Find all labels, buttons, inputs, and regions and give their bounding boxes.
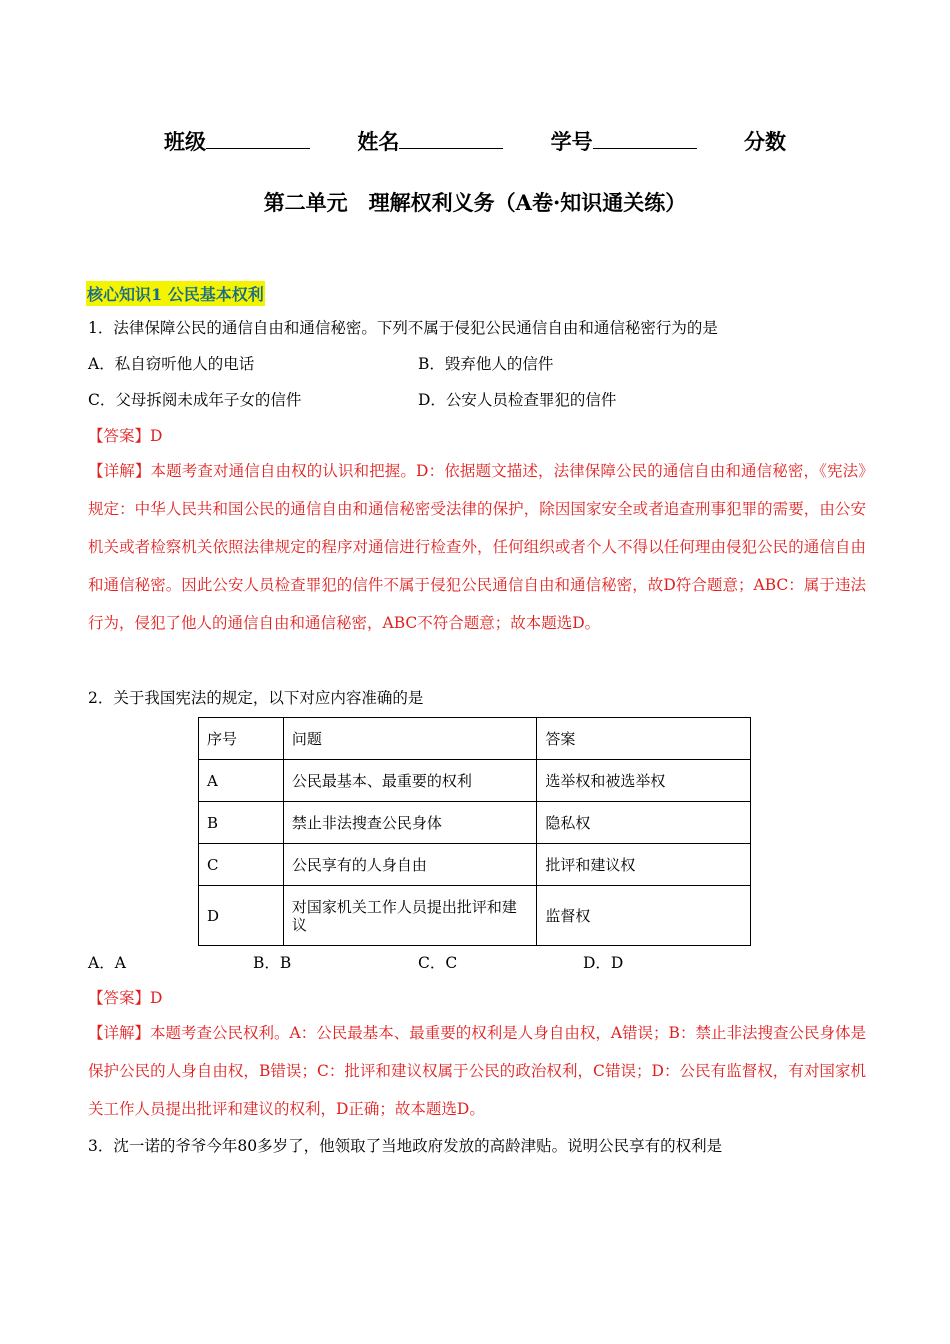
q2-option-b: B．B [253, 954, 292, 972]
table-cell: 禁止非法搜查公民身体 [283, 802, 537, 844]
score-field: 分数 [743, 129, 786, 154]
table-cell: 选举权和被选举权 [537, 760, 751, 802]
table-header-cell: 答案 [537, 718, 751, 760]
q1-option-d: D．公安人员检查罪犯的信件 [418, 391, 617, 409]
table-cell: 公民享有的人身自由 [283, 844, 537, 886]
section-heading: 核心知识1 公民基本权利 [86, 281, 265, 306]
class-blank[interactable] [206, 128, 310, 149]
table-row [199, 844, 751, 886]
page-title: 第二单元 理解权利义务（A卷·知识通关练） [263, 190, 687, 215]
q2-option-d: D．D [583, 954, 624, 972]
table-cell: 批评和建议权 [537, 844, 751, 886]
q2-stem: 2．关于我国宪法的规定，以下对应内容准确的是 [88, 689, 424, 707]
q2-table [198, 717, 751, 946]
class-field: 班级 [164, 126, 310, 156]
table-cell: D [199, 886, 284, 946]
q1-option-c: C．父母拆阅未成年子女的信件 [88, 391, 302, 409]
name-blank[interactable] [399, 128, 503, 149]
table-cell: 公民最基本、最重要的权利 [283, 760, 537, 802]
table-cell: 隐私权 [537, 802, 751, 844]
table-row [199, 886, 751, 946]
q2-option-a: A．A [88, 954, 126, 972]
student-info-header [0, 126, 950, 156]
table-row [199, 802, 751, 844]
id-field: 学号 [551, 126, 697, 156]
q1-stem: 1．法律保障公民的通信自由和通信秘密。下列不属于侵犯公民通信自由和通信秘密行为的是 [88, 319, 718, 337]
q1-answer: 【答案】D [88, 427, 163, 445]
table-cell: A [199, 760, 284, 802]
table-cell: 对国家机关工作人员提出批评和建议 [283, 886, 537, 946]
table-cell: 监督权 [537, 886, 751, 946]
q2-detail: 【详解】本题考查公民权利。A：公民最基本、最重要的权利是人身自由权，A错误；B：禁止非法搜查公民身体是保护公民的人身自由权，B错误；C：批评和建议权属于公民的政治权利，C错误；D：公民有监督权，有对国家机关工作人员提出批评和建议的权利，D正确；故本题选D。 [88, 1024, 866, 1118]
table-header-cell: 序号 [199, 718, 284, 760]
table-header-row [199, 718, 751, 760]
q3-stem: 3．沈一诺的爷爷今年80多岁了，他领取了当地政府发放的高龄津贴。说明公民享有的权利是 [88, 1137, 723, 1155]
q2-answer: 【答案】D [88, 989, 163, 1007]
table-row [199, 760, 751, 802]
table-cell: C [199, 844, 284, 886]
table-header-cell: 问题 [283, 718, 537, 760]
q1-detail: 【详解】本题考查对通信自由权的认识和把握。D：依据题文描述，法律保障公民的通信自由和通信秘密，《宪法》规定：中华人民共和国公民的通信自由和通信秘密受法律的保护，除因国家安全或者追查刑事犯罪的需要，由公安机关或者检察机关依照法律规定的程序对通信进行检查外，任何组织或者个人不得以任何理由侵犯公民的通信自由和通信秘密。因此公安人员检查罪犯的信件不属于侵犯公民通信自由和通信秘密，故D符合题意；ABC：属于违法行为，侵犯了他人的通信自由和通信秘密，ABC不符合题意；故本题选D。 [88, 462, 866, 632]
name-field: 姓名 [357, 126, 503, 156]
q2-option-c: C．C [418, 954, 458, 972]
table-cell: B [199, 802, 284, 844]
q1-option-a: A．私自窃听他人的电话 [88, 355, 255, 373]
id-blank[interactable] [593, 128, 697, 149]
q1-option-b: B．毁弃他人的信件 [418, 355, 554, 373]
